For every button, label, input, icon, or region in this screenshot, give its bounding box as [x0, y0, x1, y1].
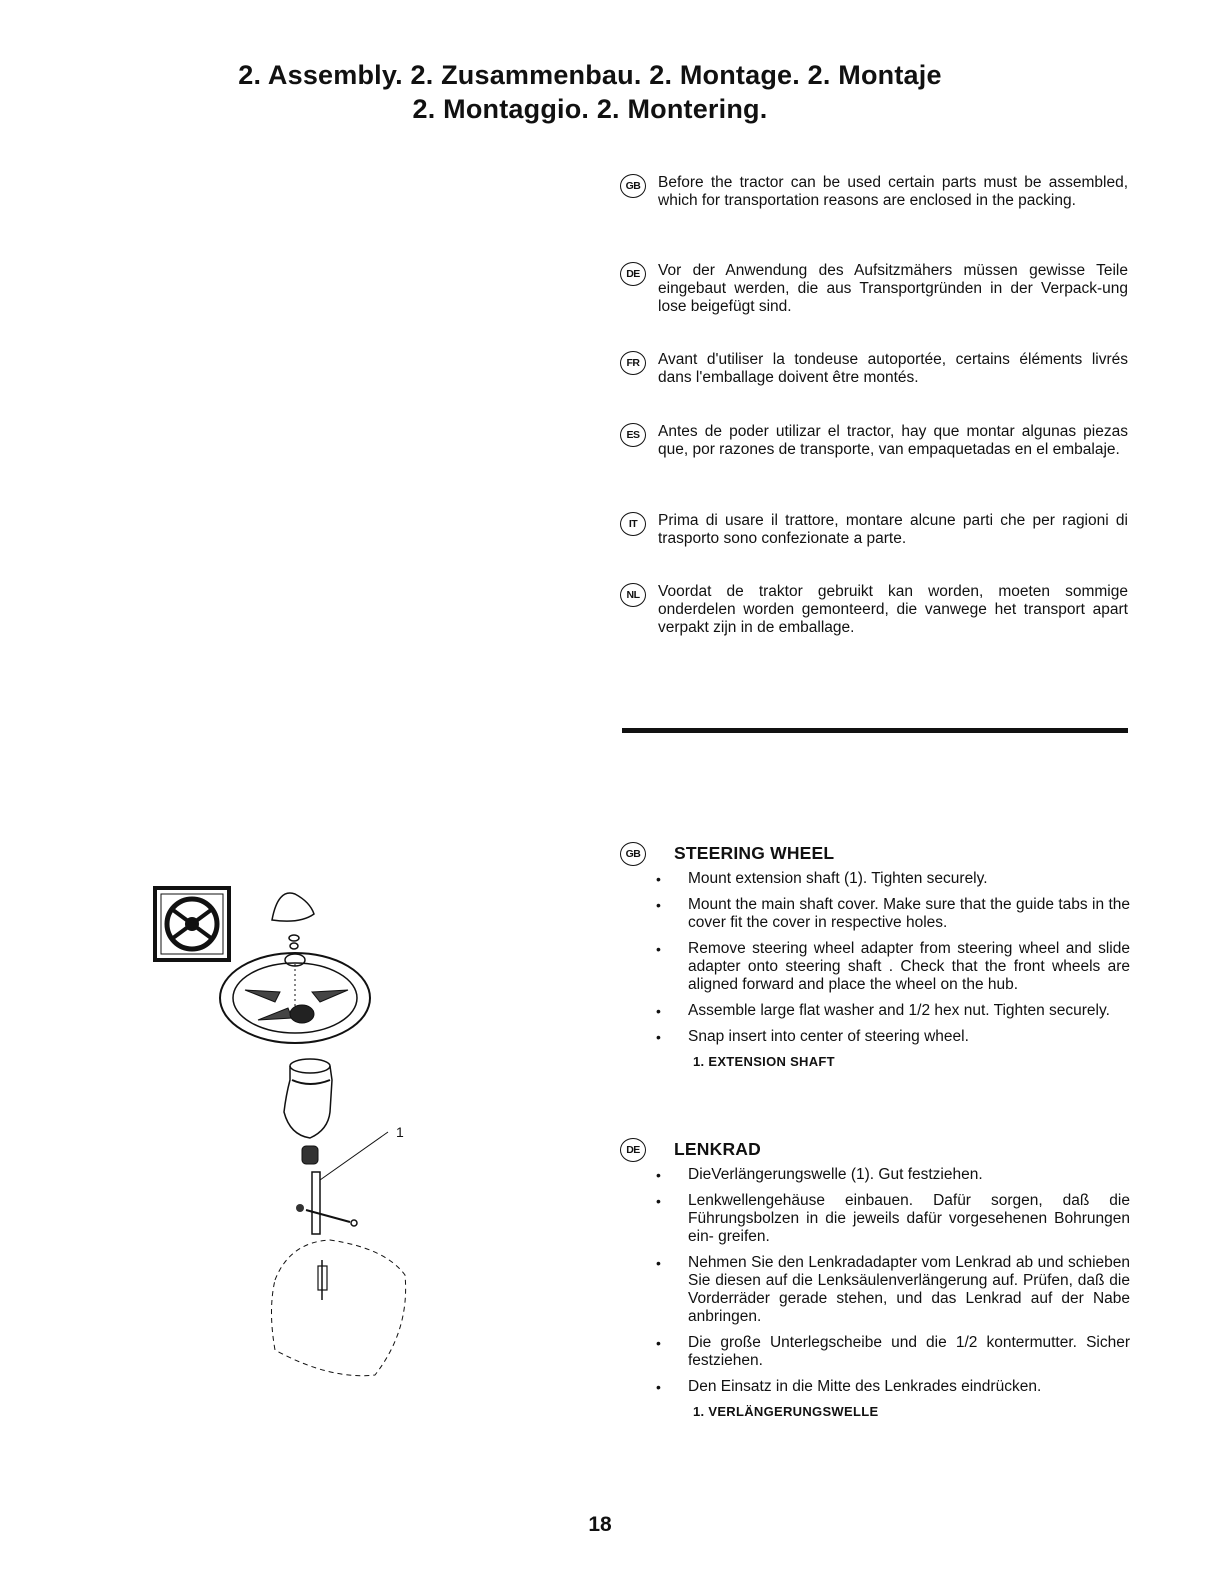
intro-text: Voordat de traktor gebruikt kan worden, moeten sommige onderdelen worden gemonteerd, die vanwege het transport apart verpakt zijn in de emballage. — [658, 583, 1128, 636]
section-heading: LENKRAD — [674, 1139, 761, 1159]
figure-caption: 1. EXTENSION SHAFT — [693, 1054, 835, 1069]
title-line-2: 2. Montaggio. 2. Montering. — [412, 94, 768, 124]
intro-de — [620, 262, 1128, 316]
step-item: • Snap insert into center of steering wheel. — [620, 1028, 1130, 1046]
lang-badge-gb: GB — [620, 174, 646, 198]
step-item: • Nehmen Sie den Lenkradadapter vom Lenkrad ab und schieben Sie diesen auf die Lenksäulenverlängerung auf. Prüfen, daß die Vorderräder gerade stehen, und das Lenkrad auf der Nabe anbringen. — [620, 1254, 1130, 1326]
title-line-1: 2. Assembly. 2. Zusammenbau. 2. Montage. 2. Montaje — [238, 60, 942, 90]
intro-text: Vor der Anwendung des Aufsitzmähers müssen gewisse Teile eingebaut werden, die aus Transportgründen in der Verpack-ung lose beigefügt sind. — [658, 262, 1128, 315]
intro-gb — [620, 174, 1128, 210]
lang-badge-fr: FR — [620, 351, 646, 375]
page-number: 18 — [588, 1513, 612, 1536]
lang-badge-de: DE — [620, 1138, 646, 1162]
section-divider — [622, 728, 1128, 733]
intro-text: Prima di usare il trattore, montare alcune parti che per ragioni di trasporto sono confezionate a parte. — [658, 512, 1128, 547]
lang-badge-gb: GB — [620, 842, 646, 866]
page-title — [0, 58, 1180, 126]
section-lenkrad — [620, 1138, 1130, 1419]
steering-wheel-icon — [155, 888, 229, 960]
steering-assembly-figure — [150, 880, 430, 1400]
step-item: • Assemble large flat washer and 1/2 hex nut. Tighten securely. — [620, 1002, 1130, 1020]
intro-text: Antes de poder utilizar el tractor, hay que montar algunas piezas que, por razones de transporte, van empaquetadas en el embalaje. — [658, 423, 1128, 458]
step-item: • Die große Unterlegscheibe und die 1/2 kontermutter. Sicher festziehen. — [620, 1334, 1130, 1370]
step-item: • Remove steering wheel adapter from steering wheel and slide adapter onto steering shaft . Check that the front wheels are aligned forward and place the wheel on the hub. — [620, 940, 1130, 994]
section-header — [620, 1138, 1130, 1162]
lang-badge-es: ES — [620, 423, 646, 447]
lang-badge-nl: NL — [620, 583, 646, 607]
steps-list — [620, 870, 1130, 1046]
step-item: • Den Einsatz in die Mitte des Lenkrades eindrücken. — [620, 1378, 1130, 1396]
section-steering-wheel — [620, 842, 1130, 1069]
steering-assembly-drawing — [150, 880, 430, 1400]
steps-list — [620, 1166, 1130, 1396]
step-item: • DieVerlängerungswelle (1). Gut festziehen. — [620, 1166, 1130, 1184]
step-item: • Lenkwellengehäuse einbauen. Dafür sorgen, daß die Führungsbolzen in die jeweils dafür vorgesehenen Bohrungen ein- greifen. — [620, 1192, 1130, 1246]
lang-badge-de: DE — [620, 262, 646, 286]
intro-fr — [620, 351, 1128, 387]
intro-es — [620, 423, 1128, 459]
section-header — [620, 842, 1130, 866]
intro-it — [620, 512, 1128, 548]
callout-label: 1 — [396, 1124, 404, 1140]
step-item: • Mount extension shaft (1). Tighten securely. — [620, 870, 1130, 888]
intro-text: Avant d'utiliser la tondeuse autoportée, certains éléments livrés dans l'emballage doivent être montés. — [658, 351, 1128, 386]
section-heading: STEERING WHEEL — [674, 843, 835, 863]
lang-badge-it: IT — [620, 512, 646, 536]
intro-text: Before the tractor can be used certain parts must be assembled, which for transportation reasons are enclosed in the packing. — [658, 174, 1128, 209]
step-item: • Mount the main shaft cover. Make sure that the guide tabs in the cover fit the cover in respective holes. — [620, 896, 1130, 932]
intro-nl — [620, 583, 1128, 637]
figure-caption: 1. VERLÄNGERUNGSWELLE — [693, 1404, 879, 1419]
